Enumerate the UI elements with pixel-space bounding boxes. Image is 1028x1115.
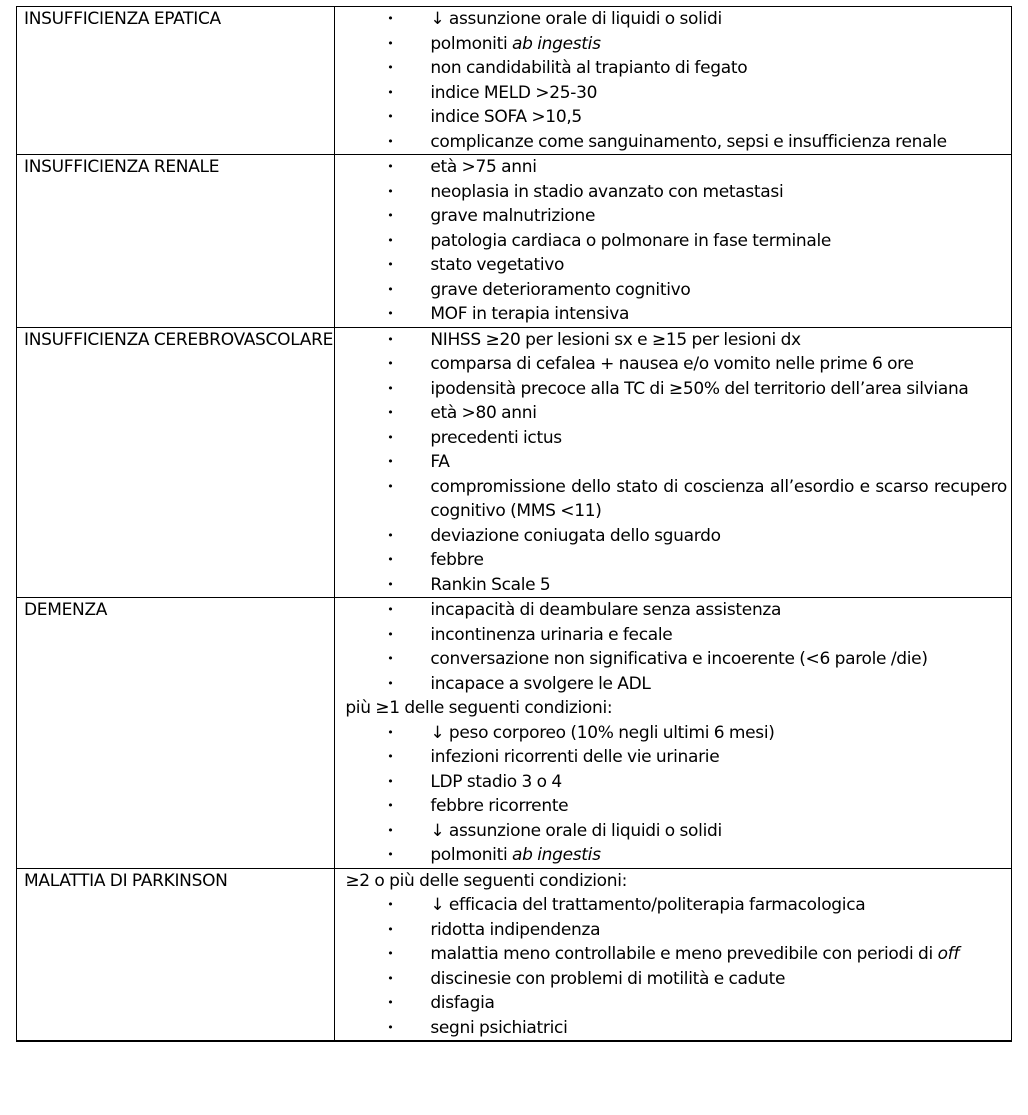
bullet-icon: • (387, 282, 394, 296)
criterion-text (430, 772, 562, 792)
list-item (335, 253, 1011, 278)
criteria-list (335, 893, 1011, 1040)
bullet-icon: • (387, 455, 394, 468)
text-fragment: indice MELD >25-30 (430, 82, 598, 103)
bullet-icon: • (387, 110, 394, 123)
list-item (335, 7, 1011, 32)
criteria-cell (335, 7, 1012, 155)
list-item (335, 32, 1011, 57)
list-item (335, 991, 1011, 1016)
list-item (335, 328, 1011, 353)
criterion-text (430, 403, 536, 423)
criteria-list (335, 155, 1011, 327)
criteria-cell (335, 327, 1012, 598)
criterion-text (430, 231, 831, 251)
criterion-text (430, 379, 968, 399)
text-fragment: febbre (430, 550, 484, 570)
condition-cell (17, 868, 335, 1041)
text-fragment: precedenti ictus (430, 427, 562, 448)
text-fragment: ↓ assunzione orale di liquidi o solidi (430, 9, 722, 29)
bullet-icon: • (387, 725, 394, 739)
bullet-icon: • (387, 922, 394, 936)
text-fragment: neoplasia in stadio avanzato con metastasi (430, 181, 784, 202)
text-fragment: malattia meno controllabile e meno prevedibile con periodi di (430, 944, 938, 964)
list-item (335, 647, 1011, 672)
criterion-text (430, 969, 785, 989)
criterion-text (430, 182, 783, 202)
criterion-text (430, 206, 595, 226)
list-item (335, 180, 1011, 205)
criterion-text (430, 280, 690, 300)
criterion-text (430, 747, 719, 767)
bullet-icon: • (387, 848, 394, 861)
criterion-text (430, 845, 600, 865)
list-item (335, 893, 1011, 918)
bullet-icon: • (387, 996, 394, 1009)
text-fragment: disfagia (430, 993, 495, 1013)
italic-term: off (937, 944, 960, 964)
list-item (335, 450, 1011, 475)
bullet-icon: • (387, 652, 394, 665)
criterion-text (430, 723, 774, 743)
list-item (335, 401, 1011, 426)
list-item (335, 352, 1011, 377)
list-item (335, 204, 1011, 229)
bullet-icon: • (387, 85, 394, 99)
criterion-text (430, 452, 449, 472)
text-fragment: ↓ efficacia del trattamento/politerapia farmacologica (430, 895, 866, 915)
italic-term: ab ingestis (511, 845, 601, 865)
list-item (335, 56, 1011, 81)
bullet-icon: • (387, 160, 394, 173)
criteria-list (335, 721, 1011, 868)
bullet-icon: • (387, 479, 394, 493)
list-item (335, 623, 1011, 648)
list-item (335, 721, 1011, 746)
text-fragment: età >80 anni (430, 403, 537, 423)
criterion-text (430, 920, 600, 940)
list-item (335, 745, 1011, 770)
bullet-icon: • (387, 971, 394, 985)
criterion-text (430, 674, 650, 694)
criterion-text (430, 428, 562, 448)
criterion-text (430, 895, 865, 915)
criterion-text (430, 83, 597, 103)
table-row (17, 155, 1012, 328)
list-item (335, 81, 1011, 106)
text-fragment: MOF in terapia intensiva (430, 304, 630, 324)
text-fragment: deviazione coniugata dello sguardo (430, 525, 721, 546)
table-row (17, 7, 1012, 155)
bullet-icon: • (387, 332, 394, 346)
bullet-icon: • (387, 357, 394, 370)
criterion-text (430, 477, 1007, 522)
criteria-cell (335, 598, 1012, 869)
text-fragment: grave deterioramento cognitivo (430, 279, 691, 300)
text-fragment: polmoniti (430, 845, 512, 865)
condition-name: MALATTIA DI PARKINSON (24, 870, 228, 891)
criterion-text (430, 993, 494, 1013)
text-fragment: segni psichiatrici (430, 1017, 568, 1038)
bullet-icon: • (387, 799, 394, 812)
text-fragment: ↓ peso corporeo (10% negli ultimi 6 mesi) (430, 722, 775, 743)
list-item (335, 819, 1011, 844)
list-item (335, 918, 1011, 943)
list-item (335, 155, 1011, 180)
bullet-icon: • (387, 134, 394, 148)
text-fragment: compromissione dello stato di coscienza all’esordio e scarso recupero cognitivo (MMS <11) (430, 476, 1007, 521)
criteria-note: ≥2 o più delle seguenti condizioni: (345, 870, 628, 891)
condition-cell (17, 327, 335, 598)
text-fragment: comparsa di cefalea + nausea e/o vomito nelle prime 6 ore (430, 354, 914, 374)
list-item (335, 426, 1011, 451)
list-item (335, 130, 1011, 155)
list-item (335, 942, 1011, 967)
text-fragment: ↓ assunzione orale di liquidi o solidi (430, 820, 722, 841)
list-item (335, 302, 1011, 327)
bullet-icon: • (387, 258, 394, 271)
bullet-icon: • (387, 1020, 394, 1034)
criterion-text (430, 255, 564, 275)
condition-name: INSUFFICIENZA EPATICA (24, 9, 221, 29)
bullet-icon: • (387, 381, 394, 395)
bullet-icon: • (387, 553, 394, 566)
criteria-note: più ≥1 delle seguenti condizioni: (345, 698, 613, 718)
bullet-icon: • (387, 209, 394, 222)
text-fragment: incapace a svolgere le ADL (430, 673, 651, 694)
text-fragment: ridotta indipendenza (430, 919, 601, 940)
list-item (335, 843, 1011, 868)
condition-cell (17, 155, 335, 328)
criteria-table (16, 6, 1012, 1042)
text-fragment: conversazione non significativa e incoerente (<6 parole /die) (430, 649, 928, 669)
list-item (335, 794, 1011, 819)
criterion-text (430, 821, 722, 841)
criterion-text (430, 304, 629, 324)
criterion-text (430, 1018, 567, 1038)
bullet-icon: • (387, 12, 394, 25)
criterion-text (430, 9, 722, 29)
criterion-text (430, 157, 536, 177)
list-item (335, 770, 1011, 795)
table-row (17, 327, 1012, 598)
list-item (335, 598, 1011, 623)
bullet-icon: • (387, 898, 394, 911)
condition-name: DEMENZA (24, 600, 108, 620)
table-row (17, 868, 1012, 1041)
text-fragment: febbre ricorrente (430, 796, 569, 816)
bullet-icon: • (387, 406, 394, 419)
table-row (17, 598, 1012, 869)
list-item (335, 278, 1011, 303)
list-item (335, 475, 1011, 524)
bullet-icon: • (387, 774, 394, 788)
condition-name: INSUFFICIENZA RENALE (24, 157, 220, 177)
text-fragment: incontinenza urinaria e fecale (430, 624, 673, 645)
criterion-text (430, 58, 747, 78)
criterion-text (430, 944, 959, 964)
text-fragment: Rankin Scale 5 (430, 574, 551, 595)
bullet-icon: • (387, 676, 394, 690)
bullet-icon: • (387, 233, 394, 247)
criterion-text (430, 550, 483, 570)
text-fragment: stato vegetativo (430, 255, 565, 275)
condition-name: INSUFFICIENZA CEREBROVASCOLARE (24, 329, 334, 350)
bullet-icon: • (387, 528, 394, 542)
list-item (335, 1016, 1011, 1041)
text-fragment: infezioni ricorrenti delle vie urinarie (430, 747, 720, 767)
criterion-text (430, 796, 568, 816)
list-item (335, 573, 1011, 598)
text-fragment: polmoniti (430, 33, 512, 54)
criterion-text (430, 526, 720, 546)
criterion-text (430, 354, 913, 374)
bullet-icon: • (387, 430, 394, 444)
criteria-table-body (17, 7, 1012, 1042)
bullet-icon: • (387, 61, 394, 74)
criterion-text (430, 132, 947, 152)
bullet-icon: • (387, 184, 394, 198)
criterion-text (430, 649, 927, 669)
bullet-icon: • (387, 307, 394, 320)
text-fragment: LDP stadio 3 o 4 (430, 771, 562, 792)
list-item (335, 524, 1011, 549)
bullet-icon: • (387, 947, 394, 960)
list-item (335, 548, 1011, 573)
list-item (335, 967, 1011, 992)
list-item (335, 229, 1011, 254)
text-fragment: discinesie con problemi di motilità e cadute (430, 968, 786, 989)
text-fragment: indice SOFA >10,5 (430, 107, 582, 127)
text-fragment: età >75 anni (430, 157, 537, 177)
bullet-icon: • (387, 627, 394, 641)
criterion-text (430, 34, 600, 54)
criteria-cell (335, 155, 1012, 328)
condition-cell (17, 598, 335, 869)
text-fragment: patologia cardiaca o polmonare in fase terminale (430, 230, 832, 251)
bullet-icon: • (387, 603, 394, 616)
criterion-text (430, 625, 672, 645)
criterion-text (430, 575, 550, 595)
criteria-list (335, 7, 1011, 154)
bullet-icon: • (387, 823, 394, 837)
criteria-cell (335, 868, 1012, 1041)
criteria-list (335, 328, 1011, 598)
list-item (335, 672, 1011, 697)
criterion-text (430, 107, 582, 127)
criteria-list (335, 598, 1011, 696)
text-fragment: NIHSS ≥20 per lesioni sx e ≥15 per lesioni dx (430, 329, 801, 350)
bullet-icon: • (387, 36, 394, 50)
list-item (335, 105, 1011, 130)
text-fragment: ipodensità precoce alla TC di ≥50% del territorio dell’area silviana (430, 378, 969, 399)
criterion-text (430, 600, 781, 620)
text-fragment: incapacità di deambulare senza assistenza (430, 600, 782, 620)
condition-cell (17, 7, 335, 155)
text-fragment: FA (430, 452, 450, 472)
italic-term: ab ingestis (511, 33, 601, 54)
text-fragment: complicanze come sanguinamento, sepsi e insufficienza renale (430, 131, 947, 152)
list-item (335, 377, 1011, 402)
bullet-icon: • (387, 577, 394, 591)
text-fragment: non candidabilità al trapianto di fegato (430, 58, 748, 78)
text-fragment: grave malnutrizione (430, 206, 596, 226)
bullet-icon: • (387, 750, 394, 763)
criterion-text (430, 330, 801, 350)
